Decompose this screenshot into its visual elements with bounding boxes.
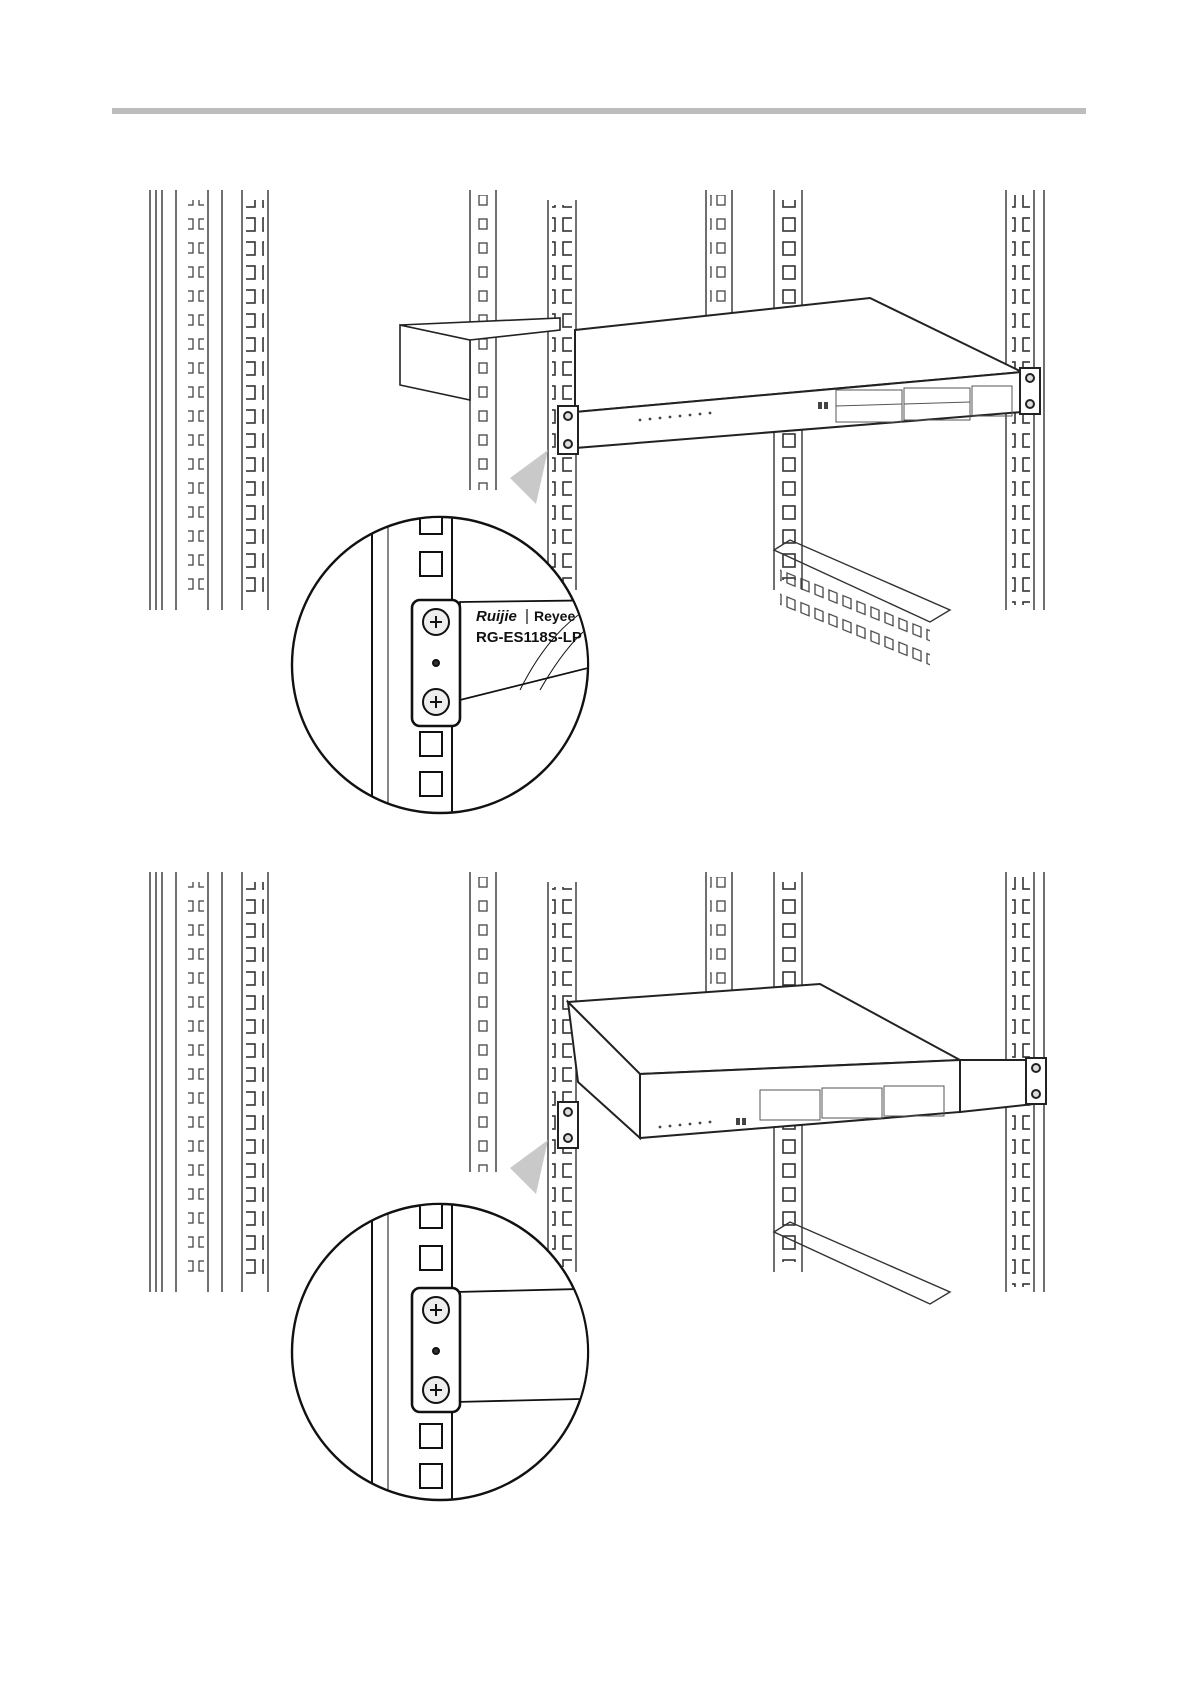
rack-mount-figure-top	[0, 190, 1191, 850]
rack-mount-figure-bottom	[0, 872, 1191, 1532]
rack-mount-illustration	[0, 190, 1191, 850]
device-model-label: RG-ES118S-LP	[476, 629, 582, 646]
left-rear-rail	[150, 872, 268, 1292]
switch-chassis	[568, 984, 1034, 1138]
mounting-bracket-right	[1020, 368, 1040, 414]
lower-rail-tray	[774, 540, 950, 666]
zoom-pointer	[510, 450, 548, 504]
mounting-bracket-left	[558, 1102, 578, 1148]
left-rear-rail	[150, 190, 268, 610]
mounting-bracket-left	[558, 406, 578, 454]
header-rule	[112, 108, 1086, 114]
switch-chassis	[575, 298, 1022, 448]
lower-rail-tray	[774, 1222, 950, 1304]
rack-mount-illustration	[0, 872, 1191, 1532]
zoom-pointer	[510, 1140, 548, 1194]
device-brand-label: Ruijie	[476, 608, 517, 625]
mounting-bracket-right	[1026, 1058, 1046, 1104]
device-sub-brand-label: Reyee	[534, 608, 576, 624]
